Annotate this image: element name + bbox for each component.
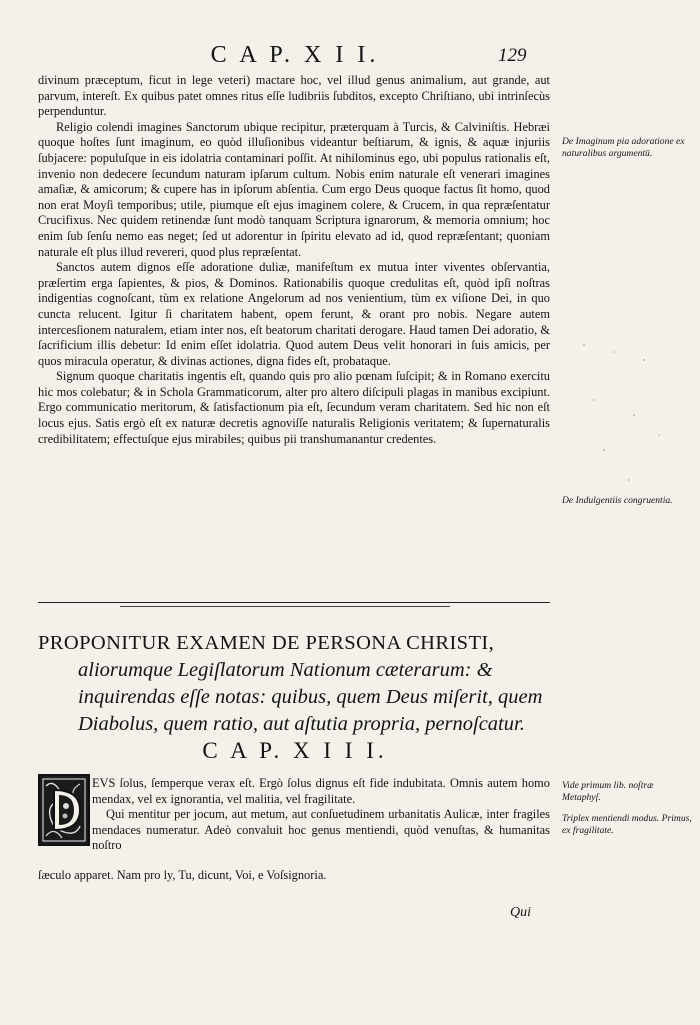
paragraph: EVS ſolus, ſemperque verax eſt. Ergò ſolus dignus eſt fide indubitata. Omnis autem homo mendax, vel ex ignorantia, vel malitia, vel fragilitate. [92, 776, 550, 806]
chapter-13-continuation: ſæculo apparet. Nam pro ly, Tu, dicunt, Voi, e Voſsignoria. [38, 868, 327, 882]
decorated-initial-d-icon [38, 774, 90, 846]
section-divider [38, 602, 550, 603]
running-head-chapter: C A P. X I I. [210, 42, 380, 68]
section-divider-short [120, 606, 450, 607]
paragraph: Qui mentitur per jocum, aut metum, aut conſuetudinem urbanitatis Aulicæ, inter fragiles mendaces numeratur. Adeò convaluit hoc genus mentiendi, quòd venuſtas, & humanitas noſtro [92, 807, 550, 853]
paragraph: divinum præceptum, ficut in lege veteri) mactare hoc, vel illud genus animalium, aut grande, aut parvum, intereſt. Ex quibus patet omnes ritus eſſe ludibriis ſubditos, excepto Chriſtiano, ubi intrinſecùs perpenduntur. [38, 73, 550, 119]
margin-note-vide-primum: Vide primum lib. noſtræ Metaphyſ. [562, 780, 654, 803]
paragraph: Signum quoque charitatis ingentis eſt, quando quis pro alio pœnam ſuſcipit; & in Romano exercitu hic mos colebatur; & in Schola Grammaticorum, alter pro altero diſcipuli plagas in manibus excipiunt. Ergo communicatio meritorum, & ſatisfactionum pia eſt, ſecundum veram charitatem. Sed hic non eſt locus ejus. Satis ergò eſt ex naturæ decretis agnoviſſe naturalis Religionis veritatem; & ſupernaturalis credibilitatem; effectuſque ejus mirabiles; quibus pii transhumanantur credentes. [38, 369, 550, 446]
margin-note-imaginum: De Imaginum pia adoratione ex naturalibus argumentū. [562, 136, 685, 159]
section-heading [38, 630, 558, 738]
bleed-through-marks [574, 340, 674, 490]
margin-note-indulgentiis: De Indulgentiis congruentia. [562, 495, 673, 506]
chapter-13-title: C A P. X I I I. [202, 738, 388, 763]
chapter-12-body [38, 73, 550, 447]
section-heading-line1: PROPONITUR EXAMEN DE PERSONA CHRISTI, [38, 632, 495, 654]
paragraph: Sanctos autem dignos eſſe adoratione duliæ, manifeſtum ex mutua inter viventes obſervantia, præſertim erga ſapientes, & pios, & Dominos. Rationabilis quoque credulitas eſt, quòd ipſi noſtras indigentias cognoſcant, tùm ex relatione Angelorum ad nos venientium, tùm ex viſione Dei, in quo cuncta relucent. Igitur ſi charitatem habent, opem ferunt, & orant pro nobis. Negare autem intercesſionem naturalem, etiam inter nos, eſt beatorum charitati derogare. Haud tamen Dei adoratio, & ſacrificium illis debetur: Id enim eſſet idolatria. Quod autem Deus velit honorari in ſuis amicis, per quos miracula operatur, & divinas actiones, digna fides eſt, probataque. [38, 260, 550, 368]
section-heading-rest: aliorumque Legiſlatorum Nationum cæterarum: & inquirendas eſſe notas: quibus, quem Deus miſerit, quem Diabolus, quem ratio, aut aſtutia propria, pernoſcatur. [78, 659, 543, 735]
paragraph: Religio colendi imagines Sanctorum ubique recipitur, præterquam à Turcis, & Calviniſtis. Hebræi quoque hoſtes ſunt imaginum, eo quòd illuſionibus videantur beſtiarum, & ignis, & aquæ injuriis ſubjacere: populuſque in eis idolatria contaminari poſſit. At nihilominus ego, ubi populus rationalis eſt, invenio non dedecere ſecundum naturam ipſarum cultum. Nobis enim naturale eſt venerari imagines amaſiæ, & amicorum; & cupere has in ipſorum abſentia. Cum ergo Deus quoque factus ſit homo, quod non erat Moyſi temporibus; utile, piumque eſt ejus imaginem colere, & Crucem, in qua repræſentatur Crucifixus. Nec quidem retinendæ ſunt modò tanquam Scriptura ignarorum, & memoria omnium; hoc enim ſub ſenſu nemo eas neget; ſed ut adorentur in ſpiritu elevato ad id, quod repræſentant; quoniam naturale eſt plus illud revereri, quod plus repræſentat. [38, 119, 550, 259]
chapter-13-body [92, 776, 550, 854]
margin-note-triplex: Triplex mentiendi modus. Primus, ex fragilitate. [562, 813, 692, 836]
catchword: Qui [510, 905, 531, 920]
page-number: 129 [498, 45, 527, 66]
